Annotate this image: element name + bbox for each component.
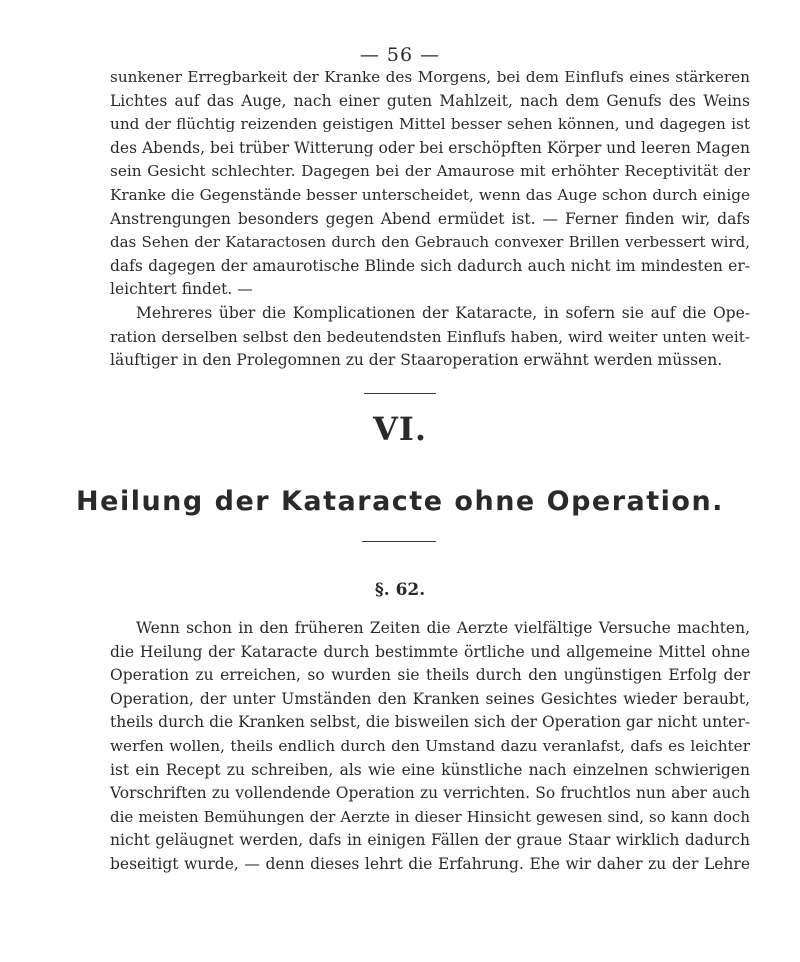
text-line: die Heilung der Kataracte durch bestimmte örtliche und allgemeine Mittel ohne — [110, 642, 750, 661]
text-line: Vorschriften zu vollendende Operation zu verrichten. So fruchtlos nun aber auch — [110, 784, 750, 803]
section-title: Heilung der Kataracte ohne Operation. — [76, 486, 724, 517]
text-line: nicht geläugnet werden, dafs in einigen Fällen der graue Staar wirklich dadurch — [110, 831, 750, 850]
paragraph-amaurosis-comparison — [110, 66, 750, 302]
text-line: sunkener Erregbarkeit der Kranke des Morgens, bei dem Einflufs eines stärkeren — [110, 68, 750, 86]
text-line: sein Gesicht schlechter. Dagegen bei der Amaurose mit erhöhter Receptivität der — [110, 162, 750, 181]
page-number: — 56 — — [359, 44, 441, 66]
text-line: läuftiger in den Prolegomnen zu der Staaroperation erwähnt werden müssen. — [110, 351, 723, 370]
text-line: werfen wollen, theils endlich durch den Umstand dazu veranlafst, dafs es leichter — [110, 736, 750, 755]
text-line: das Sehen der Kataractosen durch den Gebrauch convexer Brillen verbessert wird, — [110, 233, 750, 252]
text-line: die meisten Bemühungen der Aerzte in dieser Hinsicht gewesen sind, so kann doch — [110, 807, 750, 826]
paragraph-healing-text — [110, 617, 750, 877]
text-line: Operation, der unter Umständen den Kranken seines Gesichtes wieder beraubt, — [110, 689, 750, 708]
text-line: Kranke die Gegenstände besser unterscheidet, wenn das Auge schon durch einige — [110, 185, 750, 204]
text-line: leichtert findet. — — [110, 280, 253, 299]
text-line: beseitigt wurde, — denn dieses lehrt die Erfahrung. Ehe wir daher zu der Lehre — [110, 854, 750, 873]
text-line: theils durch die Kranken selbst, die bisweilen sich der Operation gar nicht unter- — [110, 713, 751, 732]
text-line: des Abends, bei trüber Witterung oder bei erschöpften Körper und leeren Magen — [110, 138, 750, 157]
section-numeral: VI. — [373, 410, 427, 448]
text-line: dafs dagegen der amaurotische Blinde sich dadurch auch nicht im mindesten er- — [110, 256, 750, 275]
text-line: Wenn schon in den früheren Zeiten die Aerzte vielfältige Versuche machten, — [136, 619, 750, 637]
text-line: Anstrengungen besonders gegen Abend ermüdet ist. — Ferner finden wir, dafs — [110, 209, 750, 228]
text-line: und der flüchtig reizenden geistigen Mittel besser sehen können, und dagegen ist — [110, 115, 750, 134]
text-line: ist ein Recept zu schreiben, als wie eine künstliche nach einzelnen schwierigen — [110, 760, 750, 779]
section-rule-top — [364, 393, 436, 394]
text-line: Operation zu erreichen, so wurden sie theils durch den ungünstigen Erfolg der — [110, 666, 750, 685]
text-line: Lichtes auf das Auge, nach einer guten Mahlzeit, nach dem Genufs des Weins — [110, 91, 750, 110]
paragraph-mark: §. 62. — [374, 580, 426, 600]
text-line: ration derselben selbst den bedeutendsten Einflufs haben, wird weiter unten weit- — [110, 327, 750, 346]
paragraph-complications — [110, 302, 750, 373]
text-line: Mehreres über die Komplicationen der Kataracte, in sofern sie auf die Ope- — [136, 304, 750, 322]
section-rule-bottom — [362, 541, 436, 542]
